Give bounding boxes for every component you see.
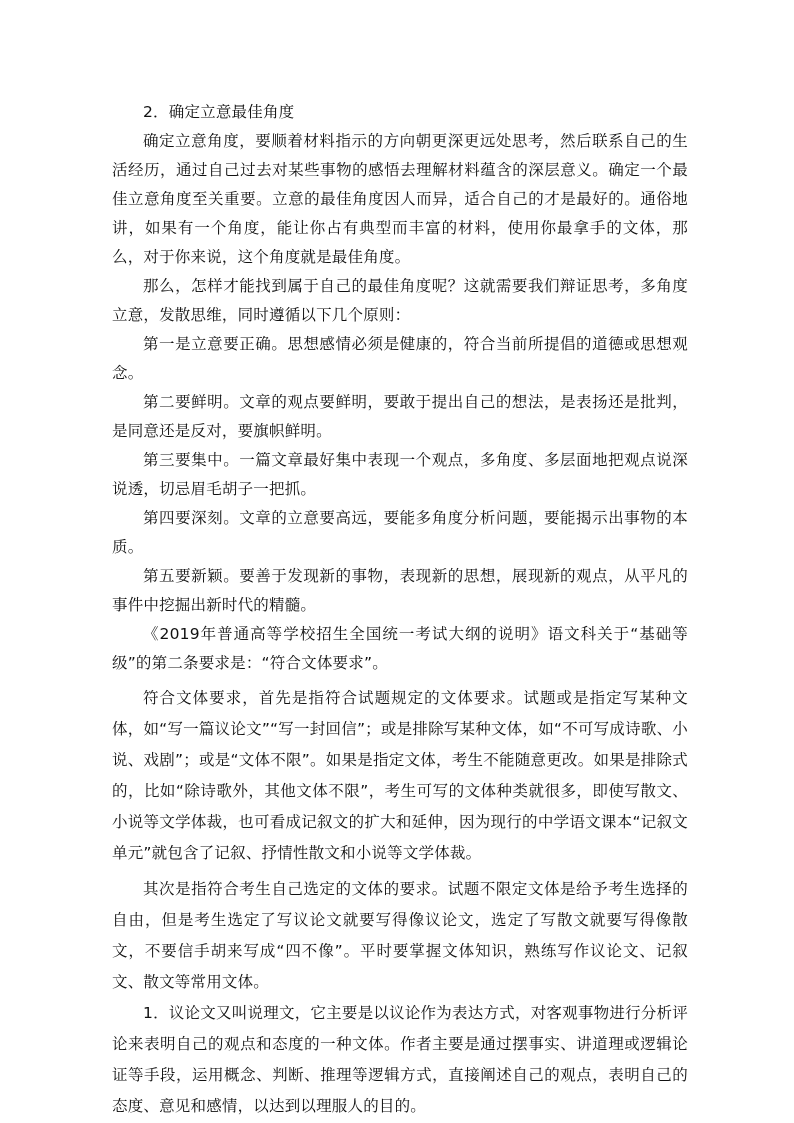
paragraph-genre-requirement-1: 符合文体要求，首先是指符合试题规定的文体要求。试题或是指定写某种文体，如“写一篇议论文”“写一封回信”；或是排除写某种文体，如“不可写成诗歌、小说、戏剧”；或是“文体不限”。如果是指定文体，考生不能随意更改。如果是排除式的，比如“除诗歌外，其他文体不限”，考生可写的文体种类就很多，即使写散文、小说等文学体裁，也可看成记叙文的扩大和延伸，因为现行的中学语文课本“记叙文单元”就包含了记叙、抒情性散文和小说等文学体裁。 bbox=[112, 689, 688, 862]
paragraph-exam-outline: 《2019年普通高等学校招生全国统一考试大纲的说明》语文科关于“基础等级”的第二条要求是：“符合文体要求”。 bbox=[112, 625, 688, 672]
paragraph-genre-requirement-2: 其次是指符合考生自己选定的文体的要求。试题不限定文体是给予考生选择的自由，但是考生选定了写议论文就要写得像议论文，选定了写散文就要写得像散文，不要信手胡来写成“四不像”。平时要掌握文体知识，熟练写作议论文、记叙文、散文等常用文体。 bbox=[112, 880, 688, 991]
paragraph-angle-definition: 确定立意角度，要顺着材料指示的方向朝更深更远处思考，然后联系自己的生活经历，通过自己过去对某些事物的感悟去理解材料蕴含的深层意义。确定一个最佳立意角度至关重要。立意的最佳角度因人而异，适合自己的才是最好的。通俗地讲，如果有一个角度，能让你占有典型而丰富的材料，使用你最拿手的文体，那么，对于你来说，这个角度就是最佳角度。 bbox=[112, 132, 688, 266]
section-heading: 2．确定立意最佳角度 bbox=[143, 103, 295, 121]
paragraph-principle-1: 第一是立意要正确。思想感情必须是健康的，符合当前所提倡的道德或思想观念。 bbox=[112, 335, 688, 382]
document-page bbox=[112, 98, 688, 1122]
paragraph-principle-2: 第二要鲜明。文章的观点要鲜明，要敢于提出自己的想法，是表扬还是批判，是同意还是反对，要旗帜鲜明。 bbox=[112, 393, 688, 440]
paragraph-principle-4: 第四要深刻。文章的立意要高远，要能多角度分析问题，要能揭示出事物的本质。 bbox=[112, 509, 688, 556]
paragraph-principle-5: 第五要新颖。要善于发现新的事物，表现新的思想，展现新的观点，从平凡的事件中挖掘出新时代的精髓。 bbox=[112, 567, 688, 614]
paragraph-how-to-find: 那么，怎样才能找到属于自己的最佳角度呢？这就需要我们辩证思考，多角度立意，发散思维，同时遵循以下几个原则： bbox=[112, 277, 688, 324]
paragraph-principle-3: 第三要集中。一篇文章最好集中表现一个观点，多角度、多层面地把观点说深说透，切忌眉毛胡子一把抓。 bbox=[112, 451, 688, 498]
paragraph-argumentative-essay: 1．议论文又叫说理文，它主要是以议论作为表达方式，对客观事物进行分析评论来表明自己的观点和态度的一种文体。作者主要是通过摆事实、讲道理或逻辑论证等手段，运用概念、判断、推理等逻辑方式，直接阐述自己的观点，表明自己的态度、意见和感情，以达到以理服人的目的。 bbox=[112, 1004, 688, 1115]
